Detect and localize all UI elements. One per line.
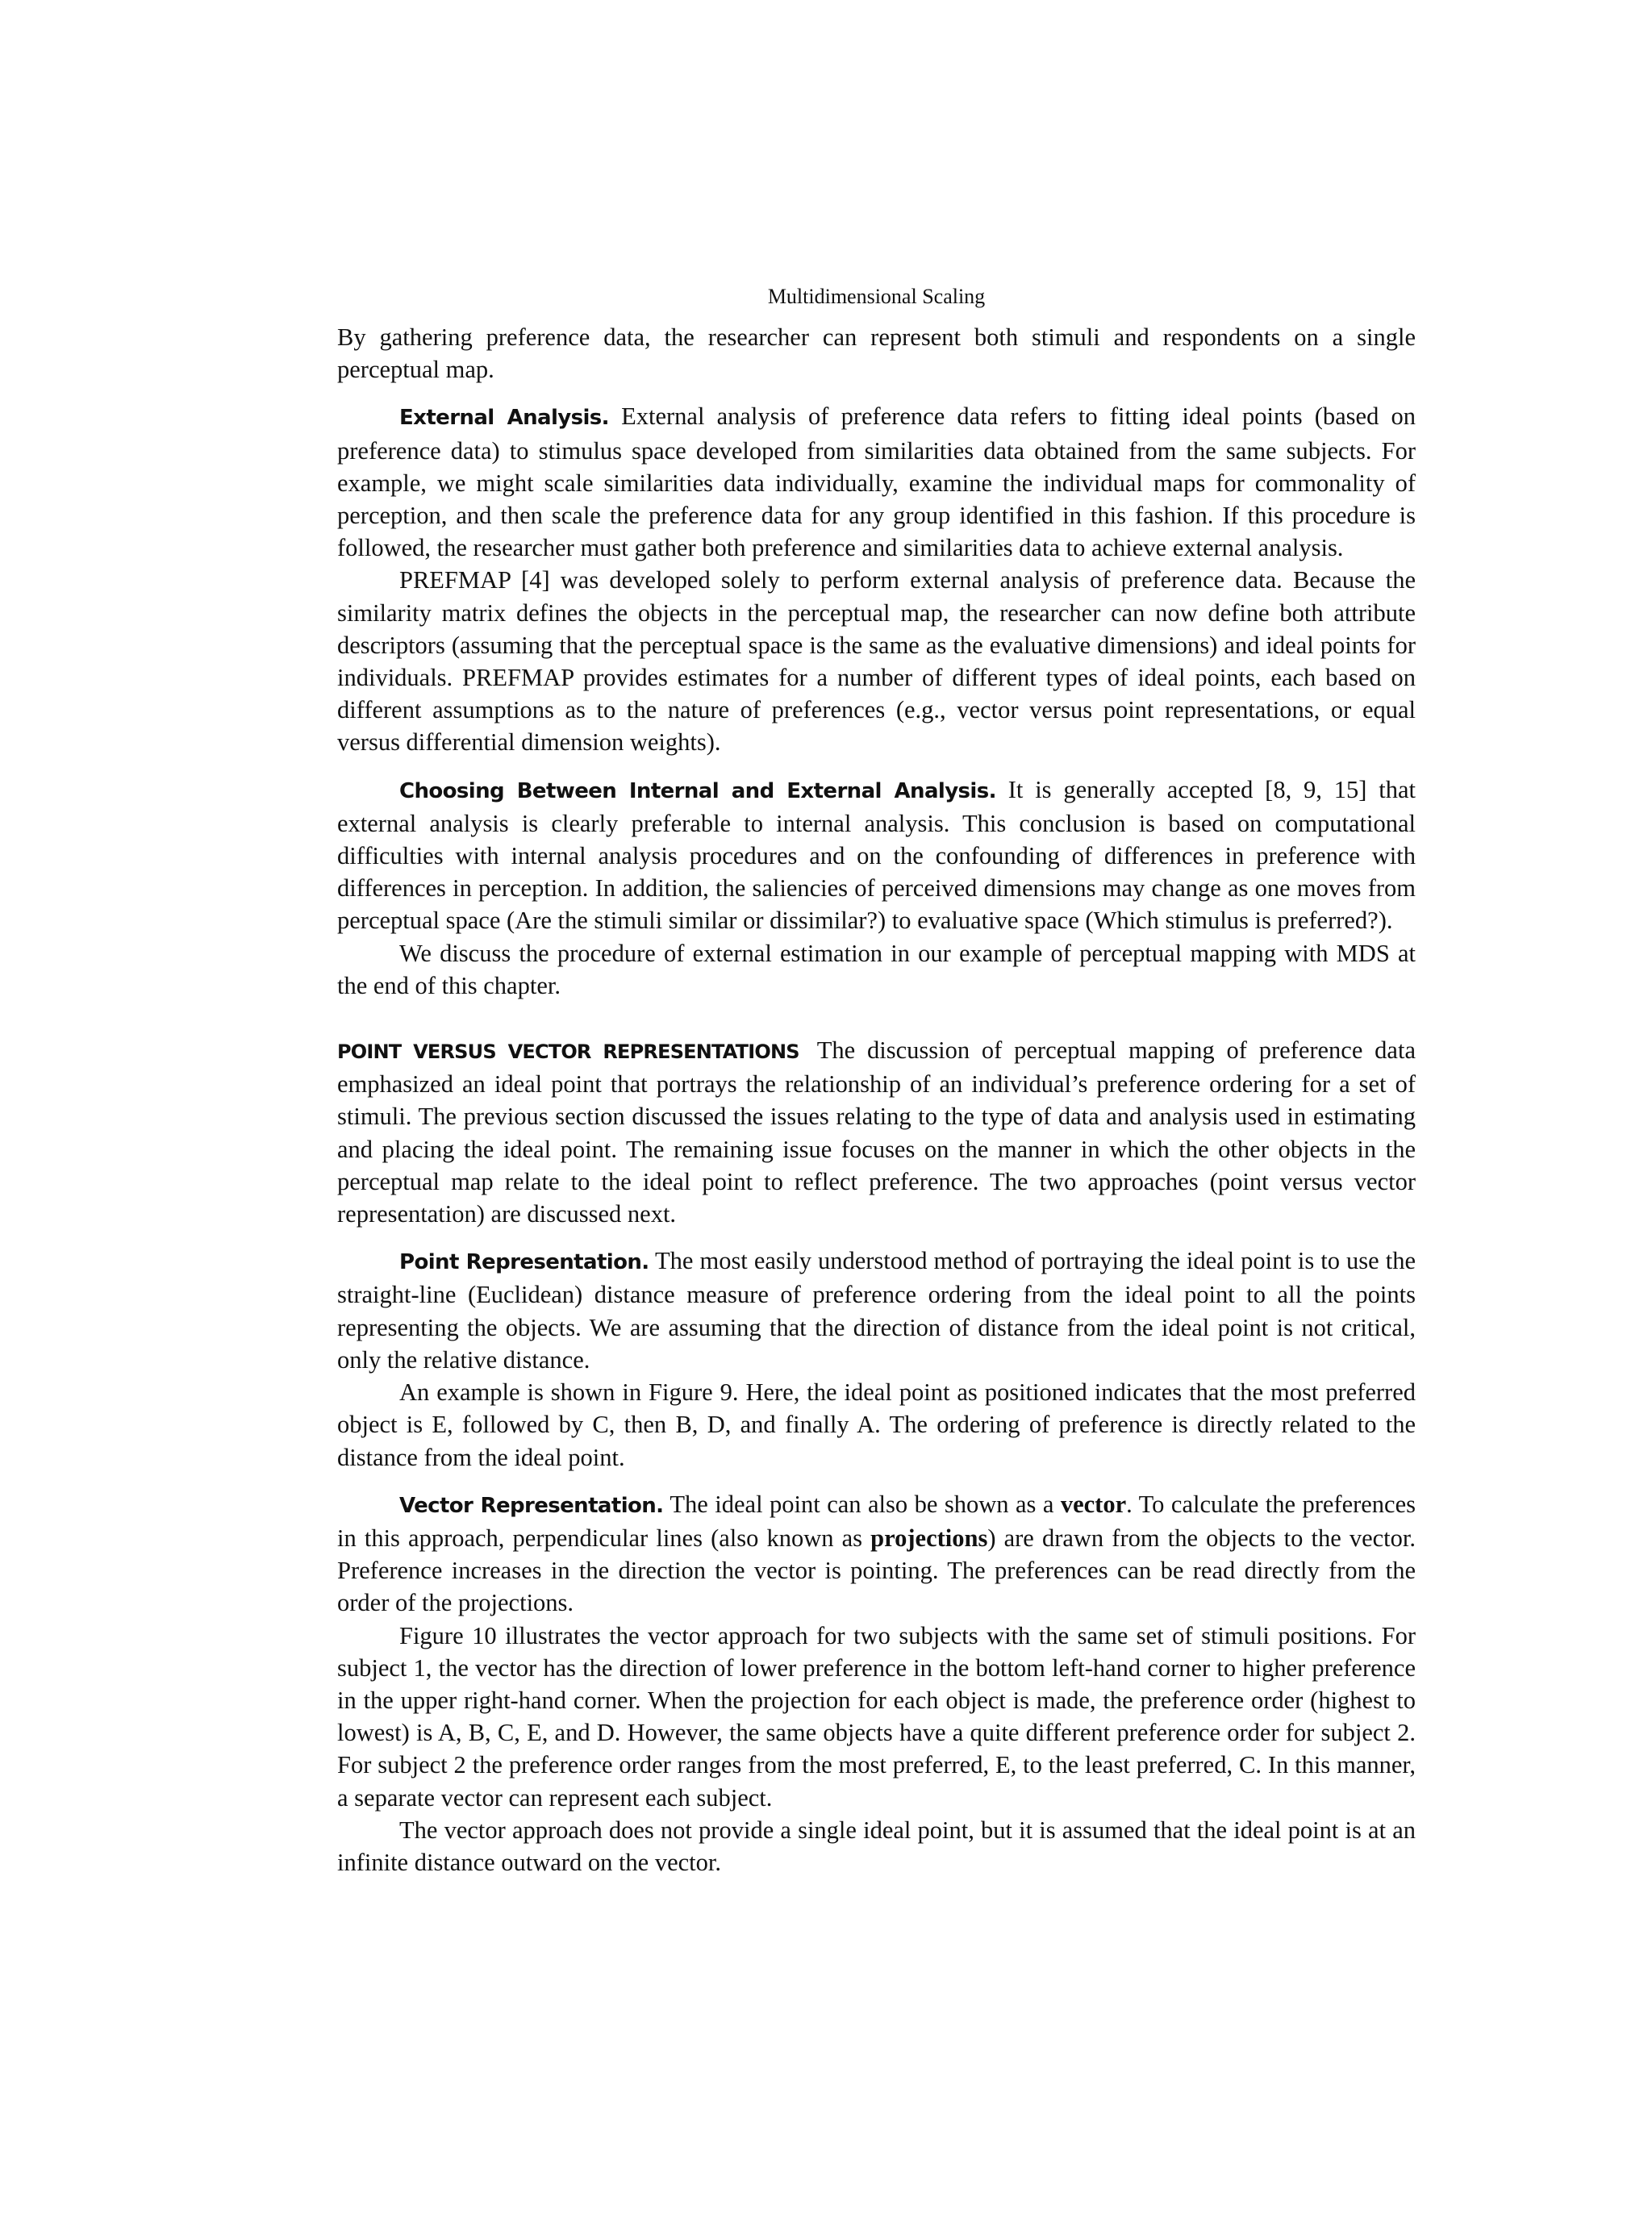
- paragraph-vector-representation: [337, 1488, 1416, 1620]
- term-vector: vector: [1060, 1490, 1127, 1518]
- paragraph-vector-infinite: [337, 1814, 1416, 1878]
- running-head: Multidimensional Scaling: [767, 285, 986, 308]
- paragraph-external-analysis: [337, 400, 1416, 564]
- page-body: [337, 284, 1416, 1878]
- paragraph-choosing-text: It is generally accepted [8, 9, 15] that external analysis is clearly preferable to internal analysis. This conclusion is based on computational difficulties with internal analysis procedures and on the confounding of differences in preference with differences in perception. In addition, the saliencies of perceived dimensions may change as one moves from perceptual space (Are the stimuli similar or dissimilar?) to evaluative space (Which stimulus is preferred?).: [337, 775, 1416, 935]
- paragraph-choosing: [337, 773, 1416, 937]
- heading-external-analysis: External Analysis.: [399, 406, 609, 431]
- paragraph-vector-text-a: The ideal point can also be shown as a: [670, 1490, 1054, 1518]
- paragraph-external-estimation-text: We discuss the procedure of external estimation in our example of perceptual mapping with MDS at the end of this chapter.: [337, 939, 1416, 999]
- paragraph-intro: [337, 321, 1416, 386]
- heading-point-versus-vector: POINT VERSUS VECTOR REPRESENTATIONS: [337, 1040, 799, 1064]
- paragraph-figure-10-text: Figure 10 illustrates the vector approach for two subjects with the same set of stimuli positions. For subject 1, the vector has the direction of lower preference in the bottom left-hand corner to higher preference in the upper right-hand corner. When the projection for each object is made, the preference order (highest to lowest) is A, B, C, E, and D. However, the same objects have a quite different preference order for subject 2. For subject 2 the preference order ranges from the most preferred, E, to the least preferred, C. In this manner, a separate vector can represent each subject.: [337, 1621, 1416, 1812]
- paragraph-external-estimation: [337, 937, 1416, 1002]
- paragraph-prefmap: [337, 564, 1416, 758]
- paragraph-vector-text-c: ) are drawn from the objects to the vector. Preference increases in the direction the vector is pointing. The preferences can be read directly from the order of the projections.: [337, 1524, 1416, 1617]
- paragraph-vector-infinite-text: The vector approach does not provide a single ideal point, but it is assumed that the ideal point is at an infinite distance outward on the vector.: [337, 1816, 1416, 1876]
- paragraph-point-vs-vector-text: The discussion of perceptual mapping of preference data emphasized an ideal point that portrays the relationship of an individual’s preference ordering for a set of stimuli. The previous section discussed the issues relating to the type of data and analysis used in estimating and placing the ideal point. The remaining issue focuses on the manner in which the other objects in the perceptual map relate to the ideal point to reflect preference. The two approaches (point versus vector representation) are discussed next.: [337, 1036, 1416, 1228]
- paragraph-intro-text: By gathering preference data, the researcher can represent both stimuli and respondents on a single perceptual map.: [337, 323, 1416, 384]
- paragraph-prefmap-text: PREFMAP [4] was developed solely to perform external analysis of preference data. Because the similarity matrix defines the objects in the perceptual map, the researcher can now define both attribute descriptors (assuming that the perceptual space is the same as the evaluative dimensions) and ideal points for individuals. PREFMAP provides estimates for a number of different types of ideal points, each based on different assumptions as to the nature of preferences (e.g., vector versus point representations, or equal versus differential dimension weights).: [337, 566, 1416, 757]
- paragraph-figure-9: [337, 1376, 1416, 1474]
- heading-vector-representation: Vector Representation.: [399, 1493, 664, 1518]
- heading-point-representation: Point Representation.: [399, 1250, 649, 1275]
- term-projections: projections: [870, 1524, 988, 1552]
- paragraph-figure-10: [337, 1620, 1416, 1814]
- paragraph-vector-text-b: . To calculate the preferences in this approach, perpendicular lines (also known as: [337, 1490, 1416, 1552]
- paragraph-point-representation-text: The most easily understood method of portraying the ideal point is to use the straight-line (Euclidean) distance measure of preference ordering from the ideal point to all the points representing the objects. We are assuming that the direction of distance from the ideal point is not critical, only the relative distance.: [337, 1247, 1416, 1374]
- paragraph-external-analysis-text: External analysis of preference data refers to fitting ideal points (based on preference data) to stimulus space developed from similarities data obtained from the same subjects. For example, we might scale similarities data individually, examine the individual maps for commonality of perception, and then scale the preference data for any group identified in this fashion. If this procedure is followed, the researcher must gather both preference and similarities data to achieve external analysis.: [337, 402, 1416, 562]
- paragraph-figure-9-text: An example is shown in Figure 9. Here, the ideal point as positioned indicates that the most preferred object is E, followed by C, then B, D, and finally A. The ordering of preference is directly related to the distance from the ideal point.: [337, 1378, 1416, 1471]
- heading-choosing-analysis: Choosing Between Internal and External Analysis.: [399, 778, 996, 803]
- paragraph-point-representation: [337, 1245, 1416, 1376]
- paragraph-point-vs-vector: [337, 1034, 1416, 1230]
